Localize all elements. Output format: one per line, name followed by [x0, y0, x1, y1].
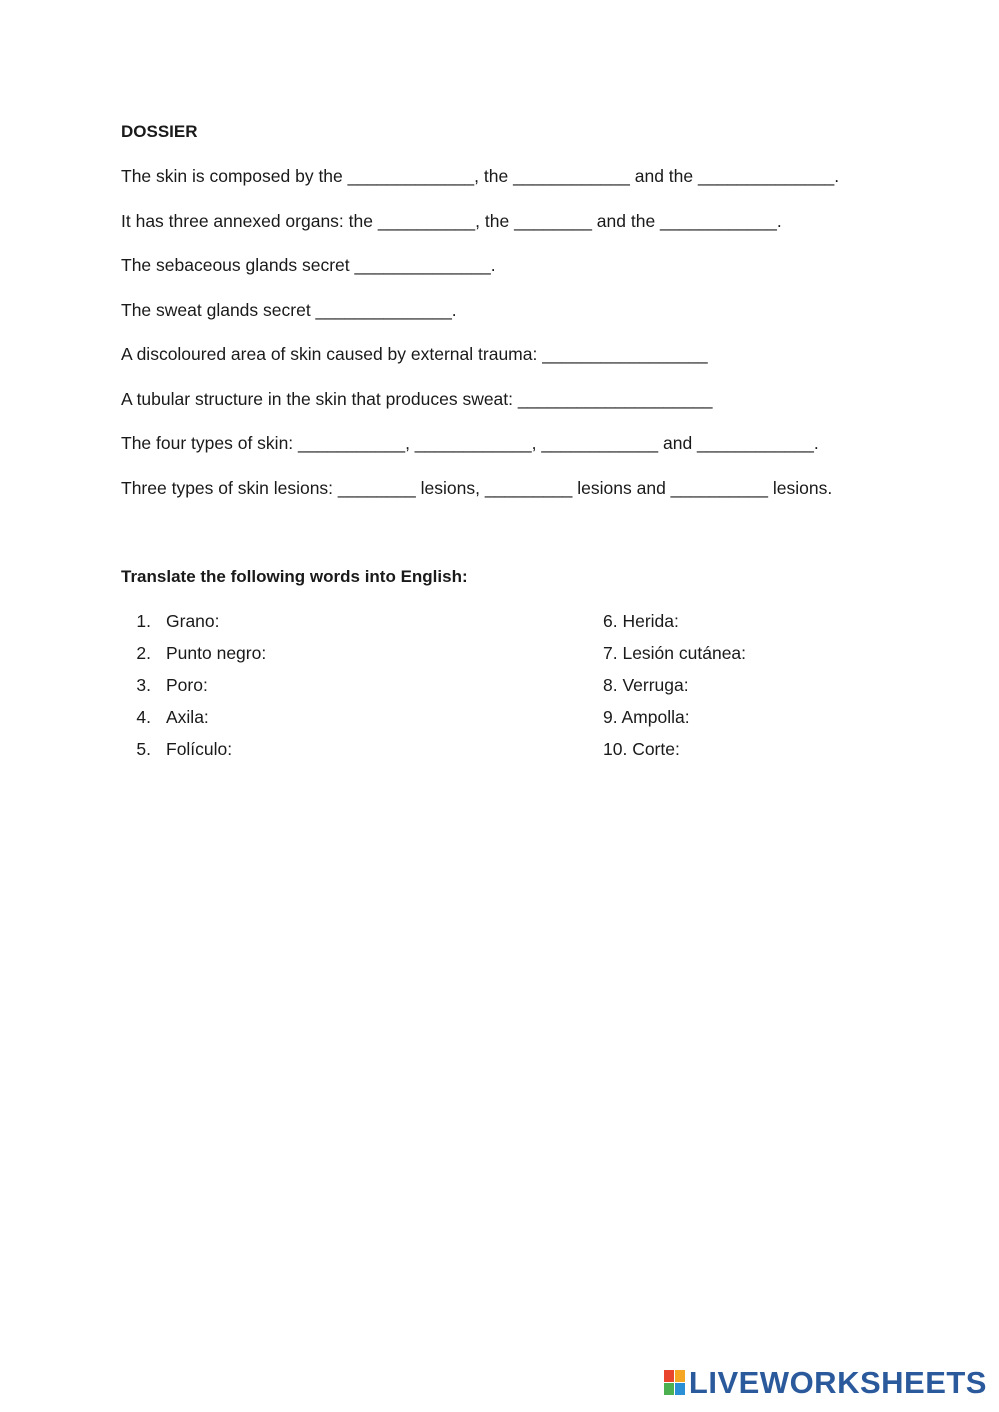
fill-line-2: It has three annexed organs: the __________, the ________ and the ____________.	[121, 211, 782, 231]
list-item: 4. Axila:	[136, 707, 209, 727]
watermark-text: LIVEWORKSHEETS	[688, 1365, 987, 1400]
list-item: 1. Grano:	[136, 611, 220, 631]
fill-line-8: Three types of skin lesions: ________ lesions, _________ lesions and __________ lesions.	[121, 478, 833, 498]
list-item: 9. Ampolla:	[603, 707, 690, 727]
dossier-title: DOSSIER	[121, 122, 198, 141]
fill-line-1: The skin is composed by the _____________, the ____________ and the ______________.	[121, 166, 840, 186]
translate-title: Translate the following words into English:	[121, 567, 468, 586]
fill-line-5: A discoloured area of skin caused by external trauma: _________________	[121, 344, 708, 364]
list-item: 7. Lesión cutánea:	[603, 643, 747, 663]
list-item: 2. Punto negro:	[136, 643, 267, 663]
fill-line-7: The four types of skin: ___________, ____________, ____________ and ____________.	[121, 433, 819, 453]
fill-line-3: The sebaceous glands secret ______________.	[121, 255, 496, 275]
fill-line-4: The sweat glands secret ______________.	[121, 300, 457, 320]
fill-line-6: A tubular structure in the skin that produces sweat: ____________________	[121, 389, 713, 409]
list-item: 5. Folículo:	[136, 739, 233, 759]
list-item: 6. Herida:	[603, 611, 679, 631]
list-item: 10. Corte:	[603, 739, 680, 759]
liveworksheets-logo-icon	[664, 1370, 686, 1396]
list-item: 3. Poro:	[136, 675, 208, 695]
list-item: 8. Verruga:	[603, 675, 689, 695]
liveworksheets-watermark	[664, 1366, 987, 1400]
